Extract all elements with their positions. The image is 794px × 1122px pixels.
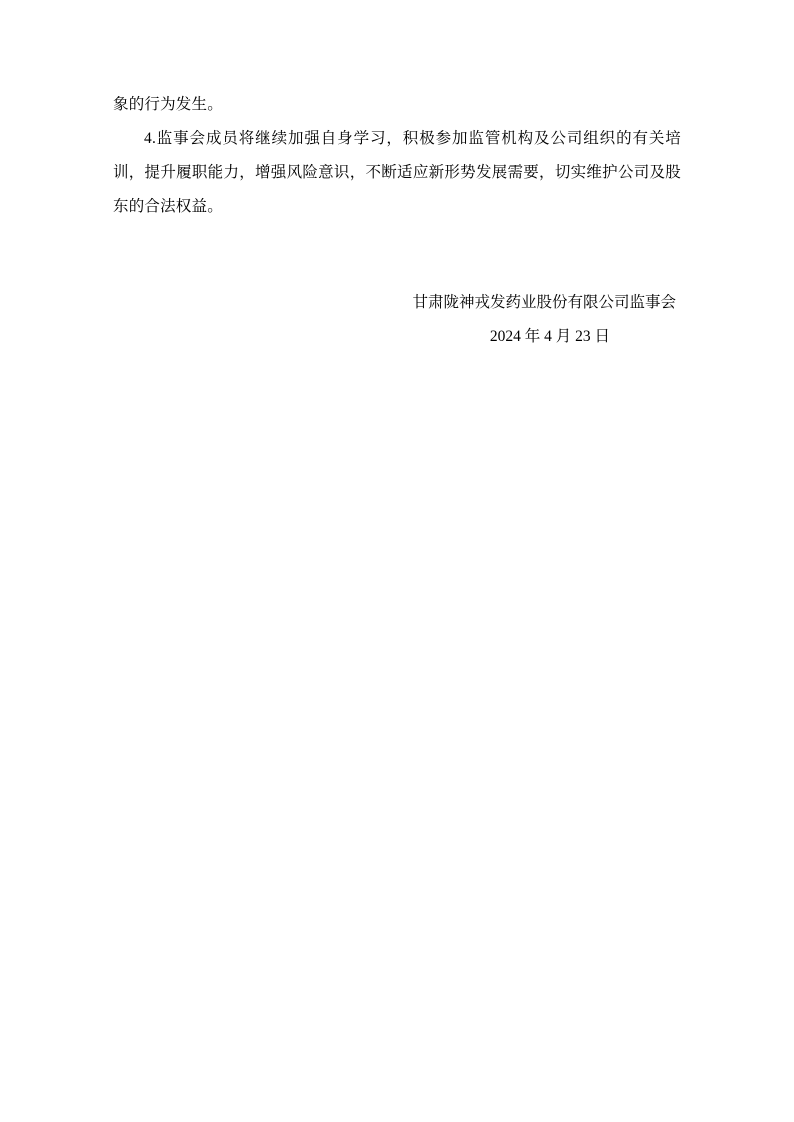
signature-organization: 甘肃陇神戎发药业股份有限公司监事会 [412,294,676,311]
paragraph-item-4: 4.监事会成员将继续加强自身学习，积极参加监管机构及公司组织的有关培训，提升履职能力，增强风险意识，不断适应新形势发展需要，切实维护公司及股东的合法权益。 [113,130,681,215]
signature-date: 2024 年 4 月 23 日 [489,328,610,345]
document-body [113,88,681,224]
signature-block [113,286,681,354]
paragraph-continuation: 象的行为发生。 [113,96,223,113]
